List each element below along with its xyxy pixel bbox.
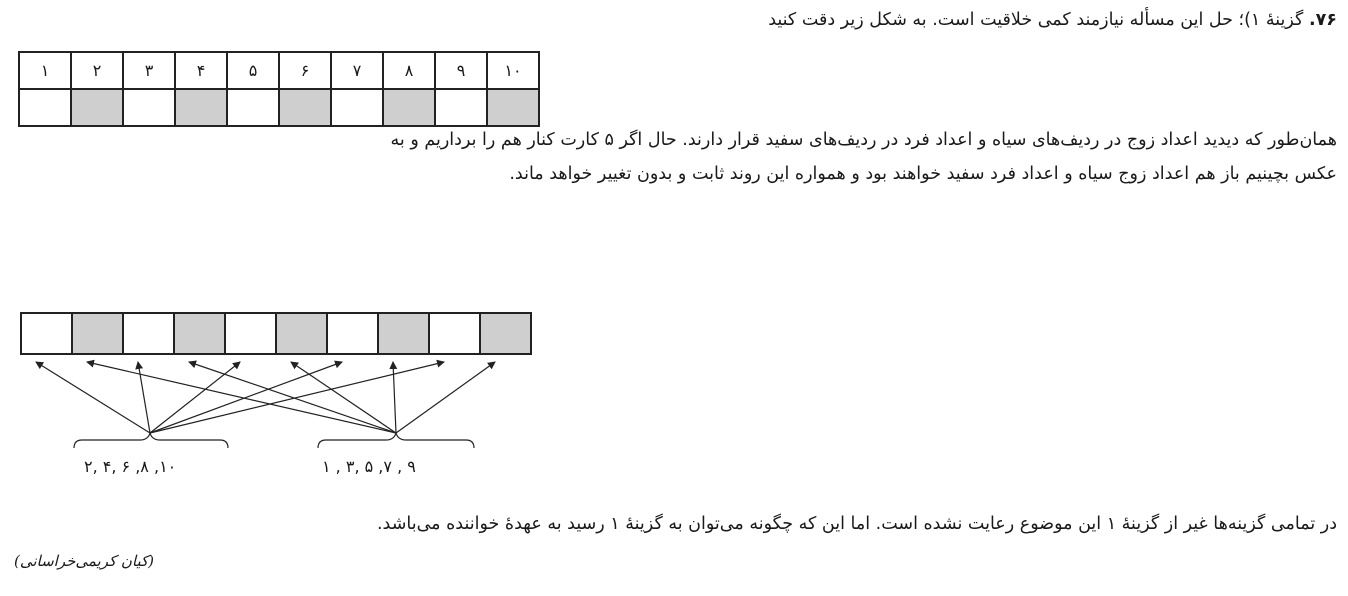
number-cell-10: ۱۰ (487, 52, 539, 89)
strip-cell-8 (378, 313, 429, 354)
conclusion-text: در تمامی گزینه‌ها غیر از گزینهٔ ۱ این موضوع رعایت نشده است. اما این که چگونه می‌توان به گزینهٔ ۱ رسید به عهدهٔ خواننده می‌باشد. (376, 514, 1337, 534)
card-strip (21, 313, 531, 354)
arrow-odd-5 (396, 362, 495, 433)
even-numbers-label: ۲, ۴, ۶ ,۸ ,۱۰ (84, 457, 177, 476)
heading-text: گزینهٔ ۱)؛ حل این مسأله نیازمند کمی خلاقیت است. به شکل زیر دقت کنید (768, 10, 1304, 30)
number-cell-5: ۵ (227, 52, 279, 89)
even-brace (74, 433, 228, 448)
number-cell-6: ۶ (279, 52, 331, 89)
strip-cell-10 (480, 313, 531, 354)
arrow-odd-2 (189, 362, 396, 433)
number-cell-9: ۹ (435, 52, 487, 89)
author-credit: (کیان کریمی‌خراسانی) (14, 552, 155, 570)
question-number: ۷۶. (1308, 10, 1337, 30)
strip-cell-5 (225, 313, 276, 354)
number-cell-7: ۷ (331, 52, 383, 89)
strip-cell-1 (21, 313, 72, 354)
arrow-odd-3 (291, 362, 396, 433)
arrow-even-4 (150, 362, 342, 433)
strip-cell-4 (174, 313, 225, 354)
number-cell-1: ۱ (19, 52, 71, 89)
strip-cell-7 (327, 313, 378, 354)
strip-cell-3 (123, 313, 174, 354)
strip-cell-9 (429, 313, 480, 354)
odd-numbers-label: ۱ , ۳, ۵ ,۷ , ۹ (322, 457, 416, 476)
arrow-odd-4 (393, 362, 396, 433)
explanation-line-1: همان‌طور که دیدید اعداد زوج در ردیف‌های سیاه و اعداد فرد در ردیف‌های سفید قرار دارند. حال اگر ۵ کارت کنار هم را برداریم و به (390, 130, 1337, 150)
explanation-line-2: عکس بچینیم باز هم اعداد زوج سیاه و اعداد فرد سفید خواهند بود و همواره این روند ثابت و بدون تغییر خواهد ماند. (509, 164, 1337, 184)
strip-cell-6 (276, 313, 327, 354)
odd-brace (318, 433, 474, 448)
number-cell-2: ۲ (71, 52, 123, 89)
number-cell-3: ۳ (123, 52, 175, 89)
strip-cell-2 (72, 313, 123, 354)
number-cell-8: ۸ (383, 52, 435, 89)
arrow-even-2 (138, 362, 150, 433)
number-cell-4: ۴ (175, 52, 227, 89)
